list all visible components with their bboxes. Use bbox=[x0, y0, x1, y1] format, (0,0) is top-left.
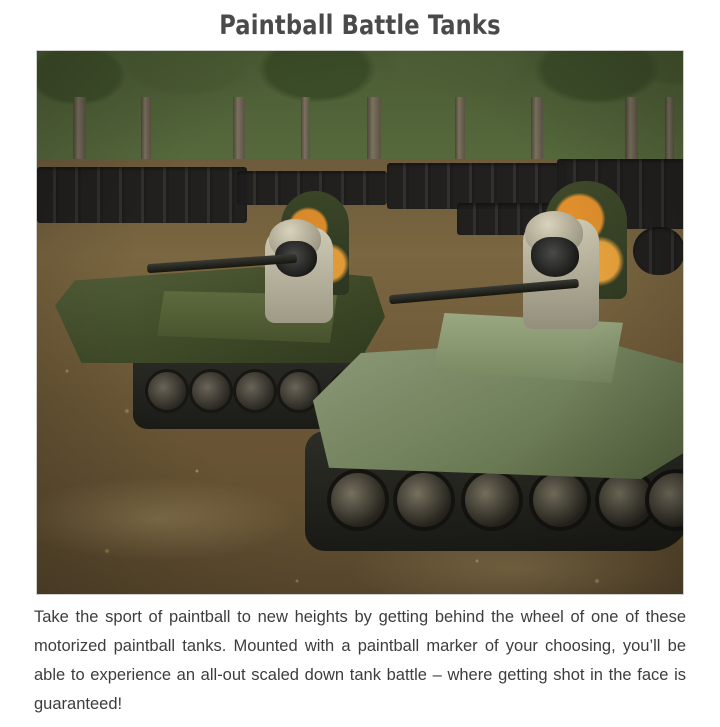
road-wheel bbox=[327, 469, 389, 531]
road-wheel bbox=[529, 469, 591, 531]
tyre-wall bbox=[37, 167, 247, 223]
tyre-stack bbox=[633, 227, 683, 275]
road-wheel bbox=[393, 469, 455, 531]
article-caption: Take the sport of paintball to new heights by getting behind the wheel of one of these motorized paintball tanks. Mounted with a paintball marker of your choosing, you’ll be able to experience an all-out scaled down tank battle – where getting shot in the face is guaranteed! bbox=[34, 608, 686, 713]
article-photo bbox=[36, 50, 684, 595]
road-wheel bbox=[189, 369, 233, 413]
road-wheel bbox=[145, 369, 189, 413]
road-wheel bbox=[233, 369, 277, 413]
page-title: Paintball Battle Tanks bbox=[219, 10, 501, 41]
paintball-mask bbox=[531, 237, 579, 277]
road-wheel bbox=[461, 469, 523, 531]
tree-canopy bbox=[37, 51, 683, 169]
paintball-tanks-photo bbox=[37, 51, 683, 594]
